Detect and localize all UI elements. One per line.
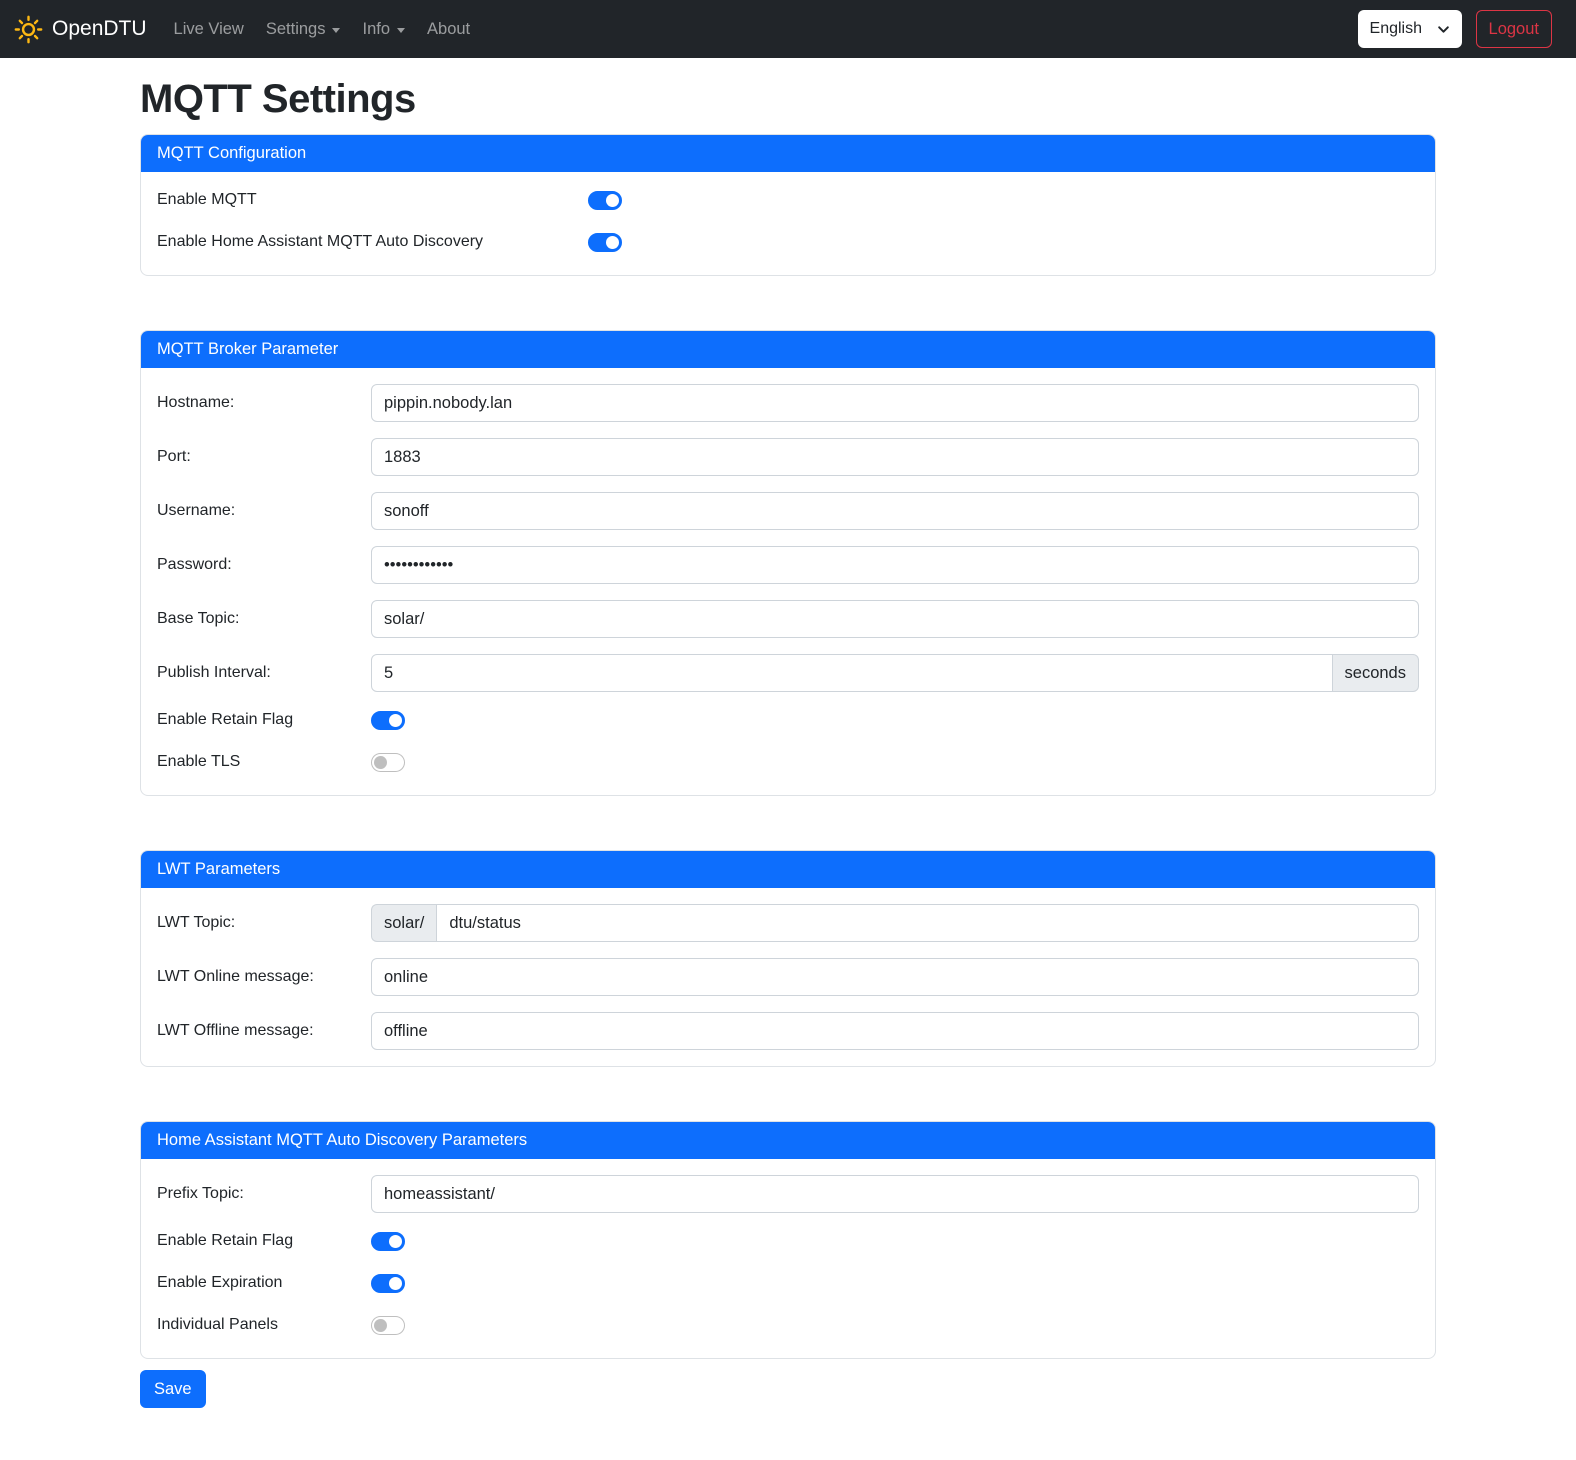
toggle-knob: [389, 1235, 402, 1248]
hostname-label: Hostname:: [157, 394, 235, 411]
lwt-topic-label: LWT Topic:: [157, 914, 236, 931]
field-hostname: [157, 384, 1419, 422]
card-mqtt-configuration: [140, 134, 1436, 276]
password-label: Password:: [157, 556, 232, 573]
nav-item-label: Settings: [265, 19, 326, 38]
field-publish-interval: [157, 654, 1419, 692]
card-body: [141, 1159, 1435, 1358]
individual-panels-label: Individual Panels: [157, 1316, 278, 1333]
field-enable-tls: [157, 750, 1419, 774]
hostname-input[interactable]: [371, 384, 1419, 422]
hass-retain-label: Enable Retain Flag: [157, 1232, 294, 1249]
hass-expiration-label: Enable Expiration: [157, 1274, 283, 1291]
nav-item-about[interactable]: [416, 12, 481, 47]
toggle-knob: [606, 236, 619, 249]
field-individual-panels: [157, 1313, 1419, 1337]
page-title: MQTT Settings: [140, 77, 416, 121]
toggle-knob: [606, 194, 619, 207]
base-topic-input[interactable]: [371, 600, 1419, 638]
card-header: MQTT Broker Parameter: [141, 331, 1435, 368]
publish-interval-unit: seconds: [1333, 654, 1419, 692]
card-header: MQTT Configuration: [141, 135, 1435, 172]
language-select[interactable]: [1358, 10, 1462, 48]
sun-icon: [14, 15, 43, 44]
enable-tls-label: Enable TLS: [157, 753, 241, 770]
field-prefix-topic: [157, 1175, 1419, 1213]
nav-links: [163, 12, 1358, 47]
field-username: [157, 492, 1419, 530]
language-value: English: [1369, 20, 1423, 37]
lwt-topic-group: [371, 904, 1419, 942]
publish-interval-input[interactable]: [371, 654, 1333, 692]
toggle-knob: [374, 756, 387, 769]
card-header: Home Assistant MQTT Auto Discovery Parameters: [141, 1122, 1435, 1159]
port-input[interactable]: [371, 438, 1419, 476]
field-base-topic: [157, 600, 1419, 638]
publish-interval-label: Publish Interval:: [157, 664, 271, 681]
chevron-down-icon: [332, 28, 340, 33]
base-topic-label: Base Topic:: [157, 610, 240, 627]
nav-item-label: Live View: [173, 19, 244, 38]
nav-item-settings[interactable]: [255, 12, 352, 47]
chevron-down-icon: [1437, 23, 1450, 36]
lwt-offline-input[interactable]: [371, 1012, 1419, 1050]
field-password: [157, 546, 1419, 584]
save-button[interactable]: Save: [140, 1370, 206, 1408]
username-input[interactable]: [371, 492, 1419, 530]
field-hass-expiration: [157, 1271, 1419, 1295]
enable-mqtt-label: Enable MQTT: [157, 191, 257, 208]
toggle-knob: [389, 1277, 402, 1290]
logout-button[interactable]: Logout: [1476, 10, 1552, 48]
navbar: [0, 0, 1576, 58]
enable-retain-label: Enable Retain Flag: [157, 711, 294, 728]
hass-expiration-toggle[interactable]: [371, 1274, 405, 1293]
chevron-down-icon: [397, 28, 405, 33]
enable-mqtt-toggle[interactable]: [588, 191, 622, 210]
field-lwt-offline: [157, 1012, 1419, 1050]
brand-link[interactable]: [14, 15, 147, 44]
card-lwt-parameters: [140, 850, 1436, 1067]
port-label: Port:: [157, 448, 191, 465]
nav-item-live-view[interactable]: [163, 12, 255, 47]
lwt-online-input[interactable]: [371, 958, 1419, 996]
publish-interval-group: [371, 654, 1419, 692]
lwt-online-label: LWT Online message:: [157, 968, 314, 985]
card-header: LWT Parameters: [141, 851, 1435, 888]
username-label: Username:: [157, 502, 236, 519]
enable-hass-discovery-toggle[interactable]: [588, 233, 622, 252]
password-input[interactable]: [371, 546, 1419, 584]
card-body: [141, 172, 1435, 275]
field-port: [157, 438, 1419, 476]
lwt-topic-input[interactable]: [436, 904, 1419, 942]
lwt-topic-prefix: solar/: [371, 904, 436, 942]
toggle-knob: [374, 1319, 387, 1332]
card-body: [141, 368, 1435, 795]
field-lwt-topic: [157, 904, 1419, 942]
card-body: [141, 888, 1435, 1066]
navbar-right: [1358, 10, 1552, 48]
enable-hass-discovery-label: Enable Home Assistant MQTT Auto Discovery: [157, 233, 484, 250]
field-enable-retain: [157, 708, 1419, 732]
toggle-knob: [389, 714, 402, 727]
brand-label: OpenDTU: [52, 17, 147, 40]
prefix-topic-label: Prefix Topic:: [157, 1185, 244, 1202]
prefix-topic-input[interactable]: [371, 1175, 1419, 1213]
nav-item-label: About: [427, 19, 471, 38]
nav-item-info[interactable]: [351, 12, 416, 47]
field-enable-hass-discovery: [157, 230, 1419, 254]
card-hass-discovery-parameters: [140, 1121, 1436, 1359]
card-mqtt-broker-parameter: [140, 330, 1436, 796]
field-lwt-online: [157, 958, 1419, 996]
lwt-offline-label: LWT Offline message:: [157, 1022, 314, 1039]
nav-item-label: Info: [362, 19, 391, 38]
enable-tls-toggle[interactable]: [371, 753, 405, 772]
field-enable-mqtt: [157, 188, 1419, 212]
enable-retain-toggle[interactable]: [371, 711, 405, 730]
hass-retain-toggle[interactable]: [371, 1232, 405, 1251]
field-hass-retain: [157, 1229, 1419, 1253]
individual-panels-toggle[interactable]: [371, 1316, 405, 1335]
